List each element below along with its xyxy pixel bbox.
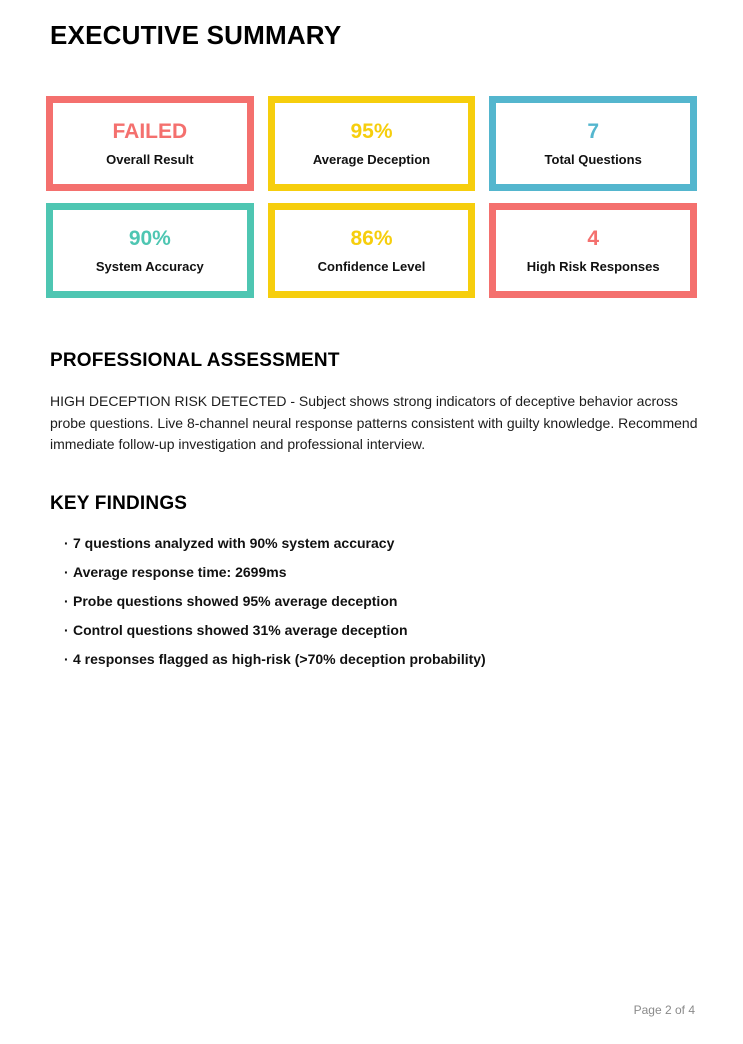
bullet-marker: · bbox=[64, 534, 69, 551]
stat-card bbox=[489, 203, 697, 298]
stat-card bbox=[46, 203, 254, 298]
key-finding-item bbox=[64, 536, 697, 550]
stat-card-value: 95% bbox=[350, 120, 393, 143]
bullet-marker: · bbox=[64, 563, 69, 580]
stat-card-label: Confidence Level bbox=[317, 259, 426, 274]
bullet-marker: · bbox=[64, 592, 69, 609]
key-findings-list bbox=[64, 536, 697, 666]
stat-card-label: System Accuracy bbox=[95, 259, 204, 274]
key-finding-item bbox=[64, 652, 697, 666]
stat-card-label: Overall Result bbox=[106, 152, 194, 167]
stat-card bbox=[268, 203, 476, 298]
key-finding-item bbox=[64, 565, 697, 579]
stat-card bbox=[268, 96, 476, 191]
key-findings-heading: KEY FINDINGS bbox=[50, 492, 188, 514]
professional-assessment-heading: PROFESSIONAL ASSESSMENT bbox=[50, 350, 340, 371]
stat-cards-grid bbox=[46, 96, 697, 298]
stat-card-value: FAILED bbox=[112, 120, 188, 143]
page-number: Page 2 of 4 bbox=[633, 1003, 695, 1017]
key-finding-text: Probe questions showed 95% average deception bbox=[73, 592, 398, 609]
bullet-marker: · bbox=[64, 621, 69, 638]
professional-assessment-body: HIGH DECEPTION RISK DETECTED - Subject shows strong indicators of deceptive behavior across probe questions. Live 8-channel neural response patterns consistent with guilty knowledge. Recommend immediate follow-up investigation and professional interview. bbox=[50, 393, 698, 452]
key-finding-text: 7 questions analyzed with 90% system accuracy bbox=[73, 534, 395, 551]
key-finding-text: Average response time: 2699ms bbox=[73, 563, 287, 580]
stat-card-value: 86% bbox=[350, 227, 393, 250]
stat-card-value: 4 bbox=[587, 227, 599, 250]
stat-card-value: 90% bbox=[128, 227, 171, 250]
page-title: EXECUTIVE SUMMARY bbox=[50, 20, 342, 50]
stat-card-label: Average Deception bbox=[312, 152, 431, 167]
key-finding-item bbox=[64, 623, 697, 637]
stat-card bbox=[46, 96, 254, 191]
key-finding-text: Control questions showed 31% average deception bbox=[73, 621, 408, 638]
key-finding-item bbox=[64, 594, 697, 608]
stat-card-value: 7 bbox=[587, 120, 599, 143]
stat-card-label: High Risk Responses bbox=[526, 259, 660, 274]
key-finding-text: 4 responses flagged as high-risk (>70% deception probability) bbox=[73, 650, 486, 667]
stat-card bbox=[489, 96, 697, 191]
stat-card-label: Total Questions bbox=[544, 152, 642, 167]
bullet-marker: · bbox=[64, 650, 69, 667]
